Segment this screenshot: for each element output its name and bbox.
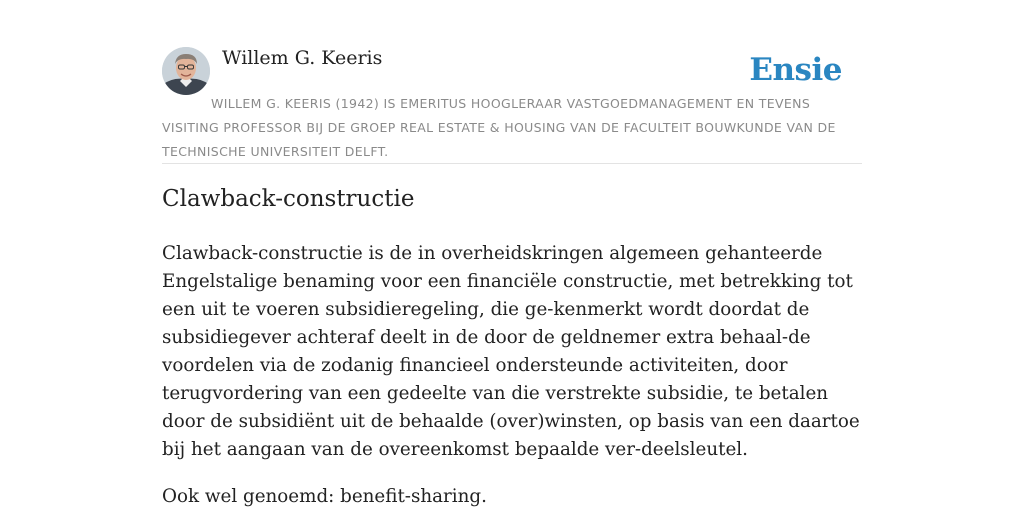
author-avatar[interactable] xyxy=(162,47,210,95)
article-title: Clawback-constructie xyxy=(162,186,415,212)
author-name[interactable]: Willem G. Keeris xyxy=(222,47,383,69)
article-paragraph: Clawback-constructie is de in overheidskringen algemeen gehanteerde Engelstalige benaming voor een financiële constructie, met betrekking tot een uit te voeren subsidieregeling, die ge-kenmerkt wordt doordat de subsidiegever achteraf deelt in de door de geldnemer extra behaal-de voordelen via de zodanig financieel ondersteunde activiteiten, door terugvordering van een gedeelte van die verstrekte subsidie, te betalen door de subsidiënt uit de behaalde (over)winsten, op basis van een daartoe bij het aangaan van de overeenkomst bepaalde ver-deelsleutel. xyxy=(162,243,860,460)
article-paragraph: Ook wel genoemd: benefit-sharing. xyxy=(162,486,487,507)
author-bio: WILLEM G. KEERIS (1942) IS EMERITUS HOOGLERAAR VASTGOEDMANAGEMENT EN TEVENS VISITING PROFESSOR BIJ DE GROEP REAL ESTATE & HOUSING VAN DE FACULTEIT BOUWKUNDE VAN DE TECHNISCHE UNIVERSITEIT DELFT. xyxy=(162,96,836,159)
author-portrait-icon xyxy=(162,47,210,95)
header-divider xyxy=(162,163,862,164)
article-container xyxy=(162,44,862,507)
author-header xyxy=(162,44,862,96)
brand-logo[interactable]: Ensie xyxy=(749,52,842,88)
